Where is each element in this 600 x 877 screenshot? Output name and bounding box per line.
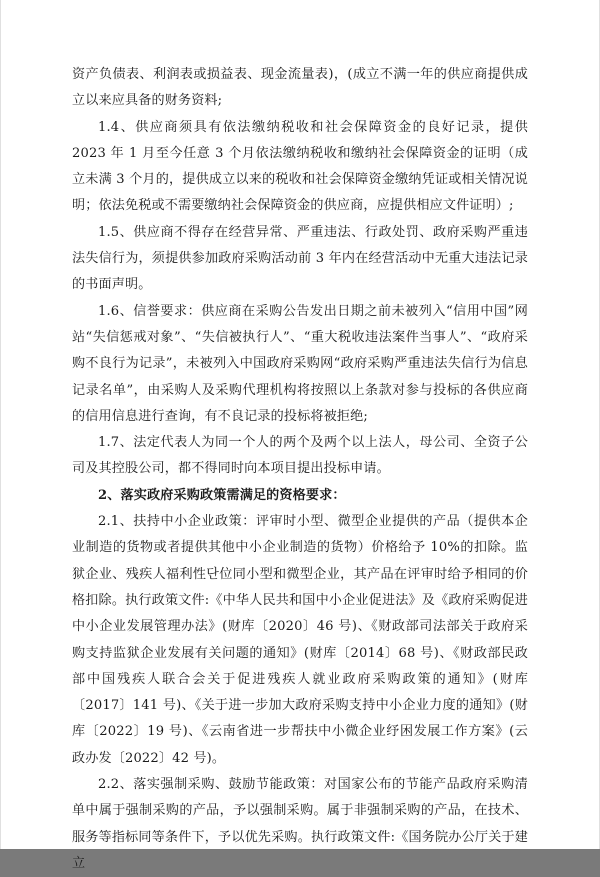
section-heading-2: 2、落实政府采购政策需满足的资格要求：: [98, 487, 346, 503]
paragraph: 资产负债表、利润表或损益表、现金流量表)，(成立不满一年的供应商提供成立以来应具备的财务资料;: [72, 67, 528, 109]
paragraph-2-2: 2.2、落实强制采购、鼓励节能政策：对国家公布的节能产品政府采购清单中属于强制采购的产品，予以强制采购。属于非强制采购的产品，在技术、服务等指标同等条件下，予以优先采购。执行政策文件:《国务院办公厅关于建立: [72, 777, 528, 871]
page-edge-left: [0, 0, 1, 849]
paragraph-1-4: 1.4、供应商须具有依法缴纳税收和社会保障资金的良好记录，提供 2023 年 1 月至今任意 3 个月依法缴纳税收和缴纳社会保障资金的证明（成立未满 3 个月的，提供成立以来的税收和社会保障资金缴纳凭证或相关情况说明；依法免税或不需要缴纳社会保障资金的供应商，应提供相应文件证明）;: [72, 119, 528, 214]
document-body: [72, 62, 528, 877]
paragraph-1-6: 1.6、信誉要求：供应商在采购公告发出日期之前未被列入“信用中国”网站“失信惩戒对象”、“失信被执行人”、“重大税收违法案件当事人”、“政府采购不良行为记录”，未被列入中国政府采购网“政府采购严重违法失信行为信息记录名单”，由采购人及采购代理机构将按照以上条款对参与投标的各供应商的信用信息进行查询，有不良记录的投标将被拒绝;: [72, 303, 528, 424]
paragraph-2-1: 2.1、扶持中小企业政策：评审时小型、微型企业提供的产品（提供本企业制造的货物或者提供其他中小企业制造的货物）价格给予 10%的扣除。监狱企业、残疾人福利性단位同小型和微型企业，其产品在评审时给予相同的价格扣除。执行政策文件:《中华人民共和国中小企业促进法》及《政府采购促进中小企业发展管理办法》(财库〔2020〕46 号)、《财政部司法部关于政府采购支持监狱企业发展有关问题的通知》(财库〔2014〕68 号)、《财政部民政部中国残疾人联合会关于促进残疾人就业政府采购政策的通知》(财库〔2017〕141 号)、《关于进一步加大政府采购支持中小企业力度的通知》(财库〔2022〕19 号)、《云南省进一步帮扶中小微企业纾困发展工作方案》(云政办发〔2022〕42 号)。: [72, 514, 528, 766]
page-content-area: [72, 62, 528, 871]
paragraph-1-7: 1.7、法定代表人为同一个人的两个及两个以上法人，母公司、全资子公司及其控股公司，都不得同时向本项目提出投标申请。: [72, 435, 528, 477]
paragraph-1-5: 1.5、供应商不得存在经营异常、严重违法、行政处罚、政府采购严重违法失信行为，须提供参加政府采购活动前 3 年内在经营活动中无重大违法记录的书面声明。: [72, 224, 528, 293]
